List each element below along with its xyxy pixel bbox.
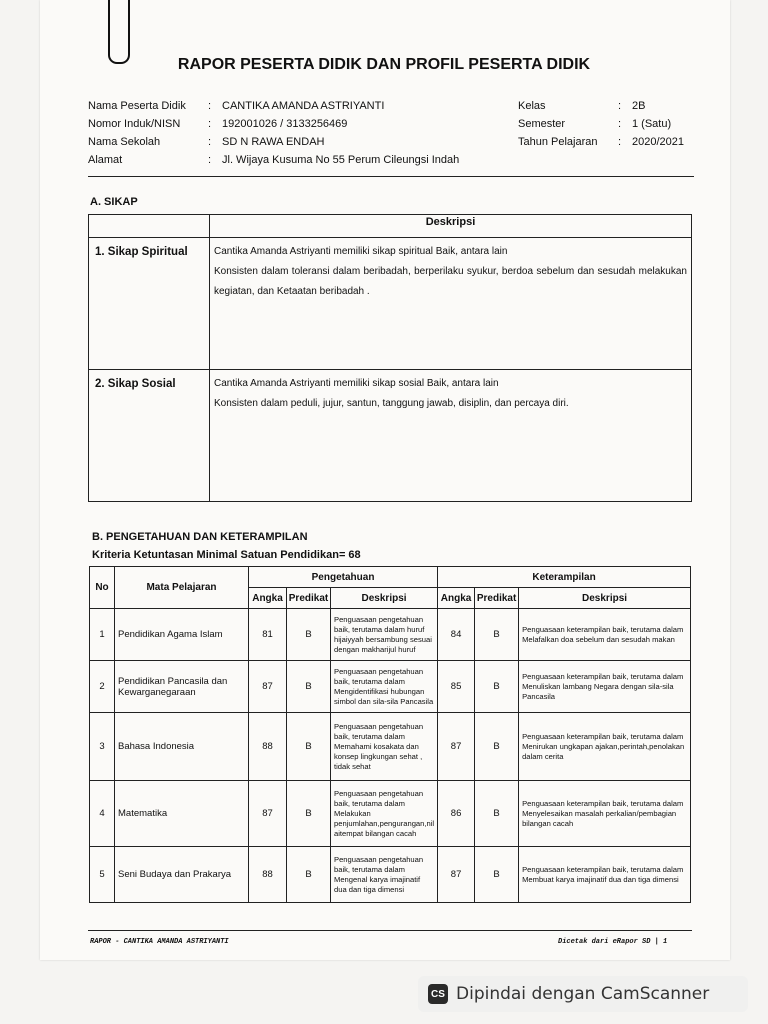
sikap-sosial-label: 2. Sikap Sosial	[89, 370, 210, 502]
table-row	[90, 847, 691, 903]
sikap-table	[88, 214, 692, 502]
table-row	[90, 661, 691, 713]
kelas-value: 2B	[632, 100, 646, 112]
sikap-sosial-desc	[210, 370, 692, 502]
footer-divider	[88, 930, 692, 931]
col-pengetahuan: Pengetahuan	[249, 567, 438, 588]
row-p-deskripsi: Penguasaan pengetahuan baik, terutama dalam Mengidentifikasi hubungan simbol dan sila-sila Pancasila	[331, 661, 438, 713]
student-info-left: Nama Peserta Didik : CANTIKA AMANDA ASTRIYANTI Nomor Induk/NISN : 192001026 / 3133256469 Nama Sekolah : SD N RAWA ENDAH Alamat : Jl. Wijaya Kusuma No 55 Perum Cileungsi Indah	[88, 100, 459, 172]
row-mapel: Bahasa Indonesia	[115, 713, 249, 781]
nama-value: CANTIKA AMANDA ASTRIYANTI	[222, 100, 385, 112]
footer-right: Dicetak dari eRapor SD | 1	[558, 938, 668, 946]
section-pengetahuan-title: B. PENGETAHUAN DAN KETERAMPILAN	[92, 531, 308, 543]
col-k-deskripsi: Deskripsi	[519, 588, 691, 609]
row-no: 4	[90, 781, 115, 847]
sikap-sosial-line1: Cantika Amanda Astriyanti memiliki sikap sosial Baik, antara lain	[214, 378, 499, 389]
table-row	[90, 781, 691, 847]
sikap-sosial-line2: Konsisten dalam peduli, jujur, santun, tanggung jawab, disiplin, dan percaya diri.	[214, 398, 569, 409]
sikap-spiritual-label: 1. Sikap Spiritual	[89, 238, 210, 370]
report-title: RAPOR PESERTA DIDIK DAN PROFIL PESERTA DIDIK	[177, 56, 591, 73]
sikap-spiritual-desc	[210, 238, 692, 370]
nilai-table	[89, 566, 691, 903]
row-p-predikat: B	[287, 713, 331, 781]
row-p-deskripsi: Penguasaan pengetahuan baik, terutama dalam Melakukan penjumlahan,pengurangan,nil aitempat bilangan cacah	[331, 781, 438, 847]
row-p-predikat: B	[287, 609, 331, 661]
alamat-value: Jl. Wijaya Kusuma No 55 Perum Cileungsi Indah	[222, 154, 460, 166]
row-p-angka: 81	[249, 609, 287, 661]
tahun-value: 2020/2021	[632, 136, 684, 148]
footer-left: RAPOR - CANTIKA AMANDA ASTRIYANTI	[90, 938, 229, 946]
row-k-angka: 86	[438, 781, 475, 847]
col-k-predikat: Predikat	[475, 588, 519, 609]
row-mapel: Matematika	[115, 781, 249, 847]
table-row	[90, 609, 691, 661]
kkm-text: Kriteria Ketuntasan Minimal Satuan Pendidikan= 68	[92, 549, 361, 561]
row-k-predikat: B	[475, 609, 519, 661]
row-p-predikat: B	[287, 781, 331, 847]
row-mapel: Seni Budaya dan Prakarya	[115, 847, 249, 903]
row-p-predikat: B	[287, 847, 331, 903]
alamat-label: Alamat	[88, 154, 123, 166]
row-k-predikat: B	[475, 847, 519, 903]
col-p-angka: Angka	[249, 588, 287, 609]
row-mapel: Pendidikan Pancasila dan Kewarganegaraan	[115, 661, 249, 713]
nama-label: Nama Peserta Didik	[88, 100, 186, 112]
semester-value: 1 (Satu)	[632, 118, 672, 130]
row-no: 5	[90, 847, 115, 903]
sikap-header-deskripsi: Deskripsi	[210, 215, 692, 238]
row-no: 3	[90, 713, 115, 781]
tahun-label: Tahun Pelajaran	[518, 136, 598, 148]
row-p-angka: 88	[249, 847, 287, 903]
row-k-deskripsi: Penguasaan keterampilan baik, terutama dalam Menuliskan lambang Negara dengan sila-sila Pancasila	[519, 661, 691, 713]
kelas-label: Kelas	[518, 100, 546, 112]
row-p-angka: 87	[249, 661, 287, 713]
row-p-angka: 87	[249, 781, 287, 847]
col-k-angka: Angka	[438, 588, 475, 609]
semester-label: Semester	[518, 118, 566, 130]
row-k-angka: 84	[438, 609, 475, 661]
sekolah-value: SD N RAWA ENDAH	[222, 136, 325, 148]
sikap-spiritual-line2: Konsisten dalam toleransi dalam beribadah, berperilaku syukur, berdoa sebelum dan sesudah melakukan kegiatan, dan Ketaatan beribadah .	[214, 266, 687, 297]
row-p-angka: 88	[249, 713, 287, 781]
row-k-deskripsi: Penguasaan keterampilan baik, terutama dalam Menyelesaikan masalah perkalian/pembagian bilangan cacah	[519, 781, 691, 847]
row-k-deskripsi: Penguasaan keterampilan baik, terutama dalam Menirukan ungkapan ajakan,perintah,penolakan dalam cerita	[519, 713, 691, 781]
col-keterampilan: Keterampilan	[438, 567, 691, 588]
row-k-angka: 87	[438, 713, 475, 781]
staple-mark	[108, 0, 130, 64]
row-p-predikat: B	[287, 661, 331, 713]
col-p-predikat: Predikat	[287, 588, 331, 609]
sekolah-label: Nama Sekolah	[88, 136, 161, 148]
sikap-spiritual-line1: Cantika Amanda Astriyanti memiliki sikap spiritual Baik, antara lain	[214, 246, 508, 257]
col-p-deskripsi: Deskripsi	[331, 588, 438, 609]
student-info-right: Kelas : 2B Semester : 1 (Satu) Tahun Pelajaran : 2020/2021	[518, 100, 684, 154]
nomor-label: Nomor Induk/NISN	[88, 118, 181, 130]
row-k-predikat: B	[475, 713, 519, 781]
row-k-deskripsi: Penguasaan keterampilan baik, terutama dalam Membuat karya imajinatif dua dan tiga dimensi	[519, 847, 691, 903]
nomor-value: 192001026 / 3133256469	[222, 118, 348, 130]
row-mapel: Pendidikan Agama Islam	[115, 609, 249, 661]
section-sikap-title: A. SIKAP	[90, 196, 138, 208]
col-no: No	[90, 567, 115, 609]
table-row	[90, 713, 691, 781]
row-k-angka: 85	[438, 661, 475, 713]
row-p-deskripsi: Penguasaan pengetahuan baik, terutama dalam Memahami kosakata dan konsep lingkungan sehat , tidak sehat	[331, 713, 438, 781]
row-p-deskripsi: Penguasaan pengetahuan baik, terutama dalam huruf hijaiyyah bersambung sesuai dengan makharijul huruf	[331, 609, 438, 661]
row-no: 1	[90, 609, 115, 661]
row-k-predikat: B	[475, 661, 519, 713]
row-k-predikat: B	[475, 781, 519, 847]
camscanner-icon: CS	[428, 984, 448, 1004]
row-k-angka: 87	[438, 847, 475, 903]
header-divider	[88, 176, 694, 177]
col-mapel: Mata Pelajaran	[115, 567, 249, 609]
row-k-deskripsi: Penguasaan keterampilan baik, terutama dalam Melafalkan doa sebelum dan sesudah makan	[519, 609, 691, 661]
row-p-deskripsi: Penguasaan pengetahuan baik, terutama dalam Mengenal karya imajinatif dua dan tiga dimensi	[331, 847, 438, 903]
row-no: 2	[90, 661, 115, 713]
camscanner-text: Dipindai dengan CamScanner	[456, 984, 710, 1004]
camscanner-watermark	[418, 976, 748, 1012]
